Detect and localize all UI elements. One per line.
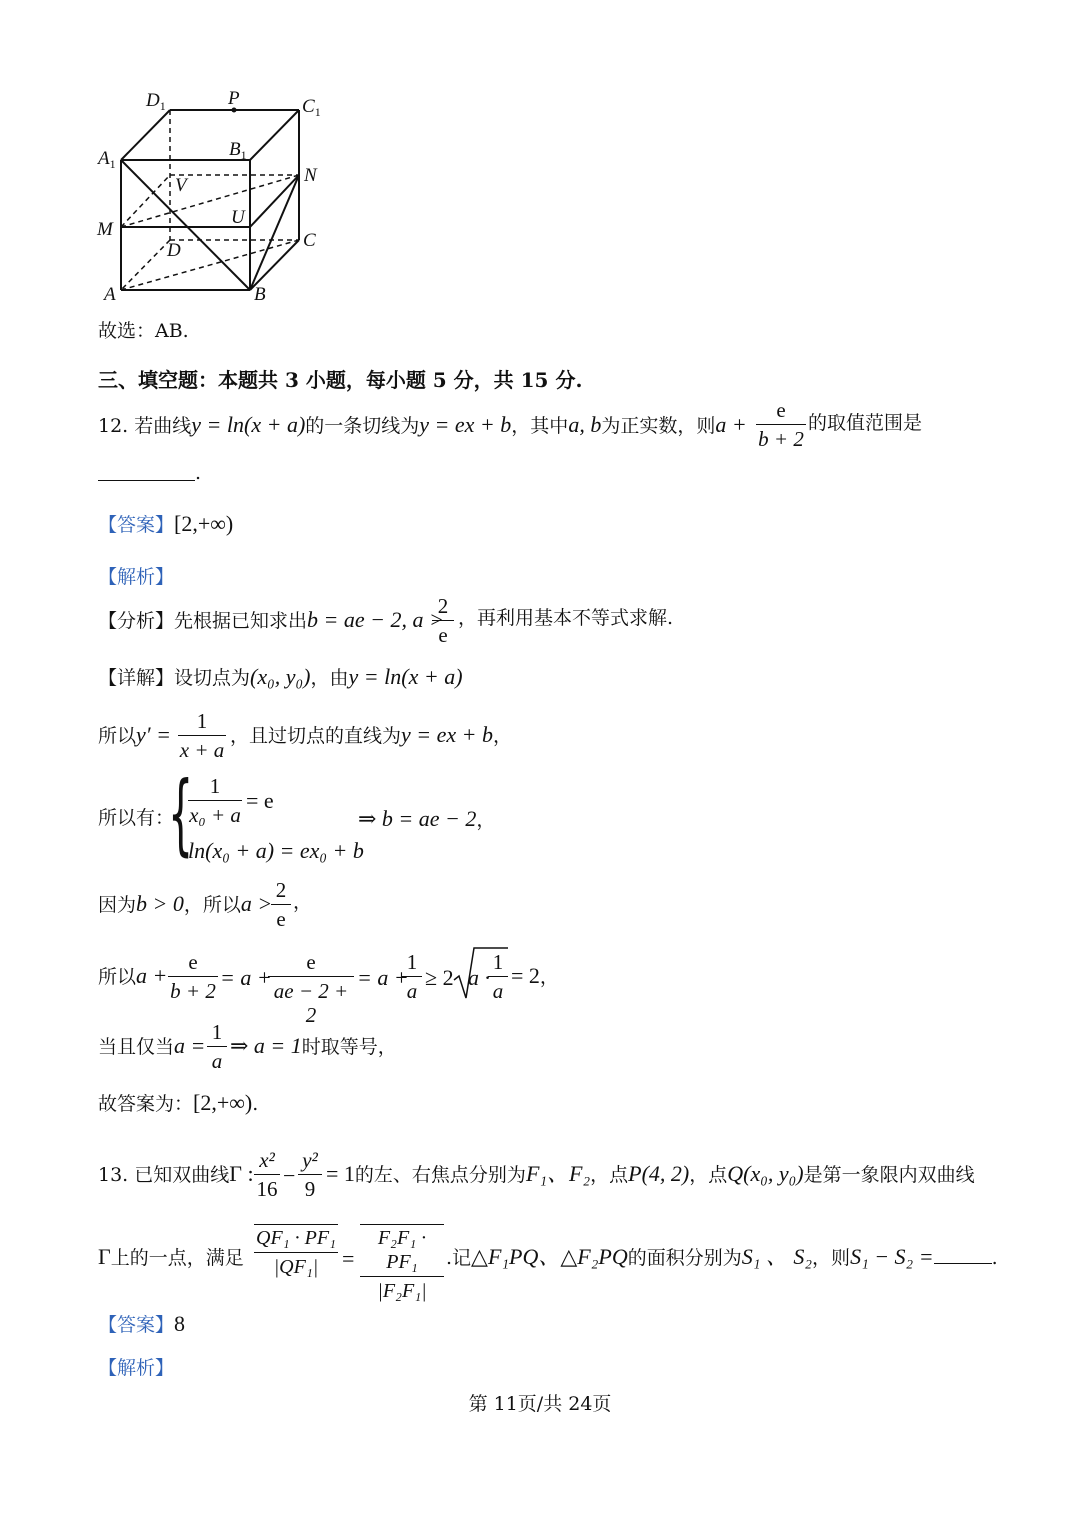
q13-l2-rest <box>446 1246 998 1268</box>
q12-l3-fraction <box>271 878 291 931</box>
q12-answer-tag: 【答案】 <box>98 514 175 536</box>
q12-l3-cond: b > 0 <box>136 891 184 916</box>
cube-figure <box>90 85 340 305</box>
q12-l4-eq2: = a + <box>357 965 409 990</box>
q12-fenxi-tag: 【分析】 <box>98 610 175 632</box>
q12-l1-text-1: 所以 <box>98 725 137 747</box>
q13-l2-text-3: 的面积分别为 <box>627 1247 742 1269</box>
section-heading: 三、填空题：本题共 3 小题，每小题 5 分，共 15 分. <box>98 368 583 392</box>
q12-fenxi-fraction <box>432 594 454 647</box>
q12-l5-fraction <box>207 1020 227 1073</box>
q13-point-q: Q(x₀, y₀) <box>727 1161 804 1186</box>
q12-fenxi <box>98 609 444 631</box>
q12-text-2: 的一条切线为 <box>305 415 420 437</box>
q13-l2-start <box>98 1246 244 1268</box>
label-d: D <box>167 240 181 261</box>
q12-fraction <box>756 398 806 451</box>
q12-l4-f3-num: 1 <box>406 950 418 974</box>
q13-cond-fraction-2 <box>360 1224 444 1303</box>
q13-cond-num-2: F₂F₁ · PF₁ <box>360 1224 444 1274</box>
q12-l4-frac3 <box>402 950 422 1003</box>
q12-l5-num: 1 <box>211 1020 223 1044</box>
q13-number: 13. <box>98 1164 129 1186</box>
q12-tangent: y = ex + b <box>419 412 512 437</box>
q12-l1-num: 1 <box>196 709 208 733</box>
system-brace: { <box>168 762 194 865</box>
q12-answer-row <box>98 510 233 537</box>
q12-expr-a: a + <box>715 412 747 437</box>
q12-xj-curve: y = ln(x + a) <box>348 664 463 689</box>
label-b1: $B_1$ <box>229 139 247 162</box>
q12-l4-f2-den: ae − 2 + 2 <box>273 979 349 1027</box>
q12-l4-f1-den: b + 2 <box>170 979 216 1003</box>
q13-cond-den-1: |QF₁| <box>273 1256 319 1278</box>
q12-fenxi-den: e <box>438 623 448 647</box>
q12-l4-text-1: 所以 <box>98 966 137 988</box>
q12-fenxi-expr: b = ae − 2, a > <box>307 607 444 632</box>
q12-l5-rest <box>230 1035 397 1057</box>
label-a1: $A_1$ <box>98 148 116 171</box>
q12-xj-text-1: 设切点为 <box>174 667 251 689</box>
q12-blank-period: . <box>195 462 202 484</box>
page-footer: 第 11页/共 24页 <box>468 1393 612 1415</box>
q13-foci: F₁、F₂ <box>525 1161 591 1186</box>
q12-l4-f4-den: a <box>492 979 504 1003</box>
q13-text-5: 是第一象限内双曲线 <box>803 1164 975 1186</box>
q12-l2-eq2: ln(x₀ + a) = ex₀ + b <box>188 838 364 863</box>
q12-l5-text-2: 时取等号， <box>301 1036 397 1058</box>
q12-l4-f1-num: e <box>188 950 198 974</box>
q13-analysis-tag: 【解析】 <box>98 1357 175 1379</box>
q12-l1-rest <box>230 724 512 746</box>
q13-text-4: ，点 <box>689 1164 728 1186</box>
q13-text-2: 的左、右焦点分别为 <box>354 1164 526 1186</box>
q13-diff: S₁ − S₂ = <box>850 1244 934 1269</box>
q12-l2-result-row <box>358 808 495 830</box>
q12-answer-blank <box>98 462 195 481</box>
q13-answer: 8 <box>174 1311 186 1336</box>
q13-y-fraction <box>298 1148 322 1201</box>
q12-l5 <box>98 1035 205 1057</box>
q13-areas: S₁ 、 S₂ <box>741 1244 813 1269</box>
q11-conclusion: 故选：AB. <box>98 320 189 342</box>
q12-l1 <box>98 724 171 746</box>
q12-l2-result: ⇒ b = ae − 2 <box>358 806 477 831</box>
label-a: A <box>104 284 116 305</box>
q13-l2-text-2: .记 <box>446 1247 472 1269</box>
q12-l6 <box>98 1092 258 1114</box>
q12-l2-text-1: 所以有： <box>98 807 175 829</box>
q12-l2-eq1-num: 1 <box>209 774 221 798</box>
q13-cond-den-2: |F₂F₁| <box>377 1280 427 1302</box>
q12-l4-sqrt-a: a · <box>468 965 490 990</box>
q13-x-den: 16 <box>256 1177 278 1201</box>
q12-analysis-tag: 【解析】 <box>98 566 175 588</box>
q12-l6-answer: [2,+∞) <box>193 1090 253 1115</box>
q12-l4-tail <box>511 965 559 987</box>
q12-l4-text-2: ， <box>539 966 559 988</box>
q12-l4-eq3: = 2 <box>511 963 540 988</box>
q12-xj-point: (x₀, y₀) <box>250 664 311 689</box>
q13-text-1: 已知双曲线 <box>134 1164 230 1186</box>
q12-l3-text-1: 因为 <box>98 894 137 916</box>
q12-fenxi-text-1: 先根据已知求出 <box>174 610 308 632</box>
q12-l2-eq1-rhs: = e <box>246 788 274 813</box>
q12-l3-num: 2 <box>275 878 287 902</box>
q12-l1-line: y = ex + b <box>401 722 494 747</box>
q13-minus: − <box>283 1163 296 1188</box>
q12-xiangjie <box>98 666 463 688</box>
q12-l1-fraction <box>178 709 226 762</box>
q13-l2-gamma: Γ <box>98 1244 111 1269</box>
q13-eq1: = 1 <box>326 1161 355 1186</box>
q12-fenxi-text-2: ，再利用基本不等式求解. <box>458 607 674 629</box>
q13-l2-end: . <box>991 1247 998 1269</box>
q12-l4-a: a + <box>136 963 168 988</box>
q12-l4-frac4 <box>488 950 508 1003</box>
label-n: N <box>304 165 317 186</box>
q12-xiangjie-tag: 【详解】 <box>98 667 175 689</box>
q12-l6-text-1: 故答案为： <box>98 1093 194 1115</box>
q12-l4-frac1 <box>168 950 218 1003</box>
q12-curve: y = ln(x + a) <box>191 412 306 437</box>
q12-frac-num: e <box>776 398 786 422</box>
q13-cond-eq: = <box>342 1246 355 1271</box>
q12-text-3: ，其中 <box>511 415 569 437</box>
q13-answer-tag: 【答案】 <box>98 1314 175 1336</box>
q12-l1-lhs: y′ = <box>136 722 171 747</box>
label-d1: $D_1$ <box>146 90 166 113</box>
q12-l2-eq1-den: x₀ + a <box>189 803 241 827</box>
q12-stem <box>98 414 747 436</box>
q12-l5-a: a = <box>174 1033 206 1058</box>
label-m: M <box>97 219 113 240</box>
q13-answer-blank <box>934 1247 992 1264</box>
q13-x-fraction <box>254 1148 280 1201</box>
q13-triangles: △F₁PQ、△F₂PQ <box>471 1244 628 1269</box>
q12-l4-eq1: = a + <box>220 965 272 990</box>
q12-l1-den: x + a <box>179 738 225 762</box>
q12-text-4: 为正实数，则 <box>601 415 716 437</box>
label-v: V <box>175 175 187 196</box>
q12-answer: [2,+∞) <box>174 511 234 536</box>
label-c: C <box>303 230 316 251</box>
q12-l3 <box>98 893 272 915</box>
q12-l3-den: e <box>276 907 286 931</box>
q13-answer-row <box>98 1310 185 1337</box>
q13-l2-text-1: 上的一点，满足 <box>110 1247 244 1269</box>
q12-l1-text-3: ， <box>493 725 513 747</box>
q13-cond-num-1: QF₁ · PF₁ <box>254 1224 338 1250</box>
q12-l2-text-2: ， <box>476 809 496 831</box>
q13-point-p: P(4, 2) <box>628 1161 690 1186</box>
q12-l4-f4-num: 1 <box>492 950 504 974</box>
q12-l4-f3-den: a <box>406 979 418 1003</box>
q12-text-5: 的取值范围是 <box>808 412 923 434</box>
q13-y-num: y² <box>302 1148 318 1172</box>
q13-text-3: ，点 <box>590 1164 629 1186</box>
q12-l5-impl: ⇒ a = 1 <box>230 1033 302 1058</box>
q12-l3-expr: a > <box>240 891 273 916</box>
q12-l4 <box>98 965 167 987</box>
q12-l3-text-2: ，所以 <box>183 894 241 916</box>
q13-gamma: Γ : <box>229 1161 254 1186</box>
q12-l2-eq1-fraction <box>188 774 242 827</box>
q12-l4-frac2 <box>268 950 354 1027</box>
q12-ab: a, b <box>568 412 602 437</box>
q12-l4-f2-num: e <box>306 950 316 974</box>
label-u: U <box>231 207 245 228</box>
label-c1: $C_1$ <box>302 96 321 119</box>
q13-y-den: 9 <box>304 1177 316 1201</box>
q13-stem-start <box>98 1163 254 1185</box>
q13-stem-rest <box>326 1163 975 1185</box>
label-p: P <box>228 88 240 109</box>
q12-fenxi-num: 2 <box>437 594 449 618</box>
label-b: B <box>254 284 266 305</box>
q12-l5-text-1: 当且仅当 <box>98 1036 175 1058</box>
q12-l5-den: a <box>211 1049 223 1073</box>
q12-number: 12. <box>98 415 129 437</box>
q12-l3-text-3: ， <box>293 891 313 913</box>
q12-xj-text-2: ，由 <box>310 667 349 689</box>
q13-l2-text-4: ，则 <box>812 1247 851 1269</box>
q12-text-1: 若曲线 <box>134 415 192 437</box>
q13-cond-fraction-1 <box>254 1224 338 1279</box>
q12-frac-den: b + 2 <box>758 427 804 451</box>
q13-x-num: x² <box>259 1148 275 1172</box>
q12-l6-text-2: . <box>252 1093 259 1115</box>
q12-l1-text-2: ，且过切点的直线为 <box>230 725 402 747</box>
q12-l4-ge: ≥ 2 <box>425 965 454 990</box>
